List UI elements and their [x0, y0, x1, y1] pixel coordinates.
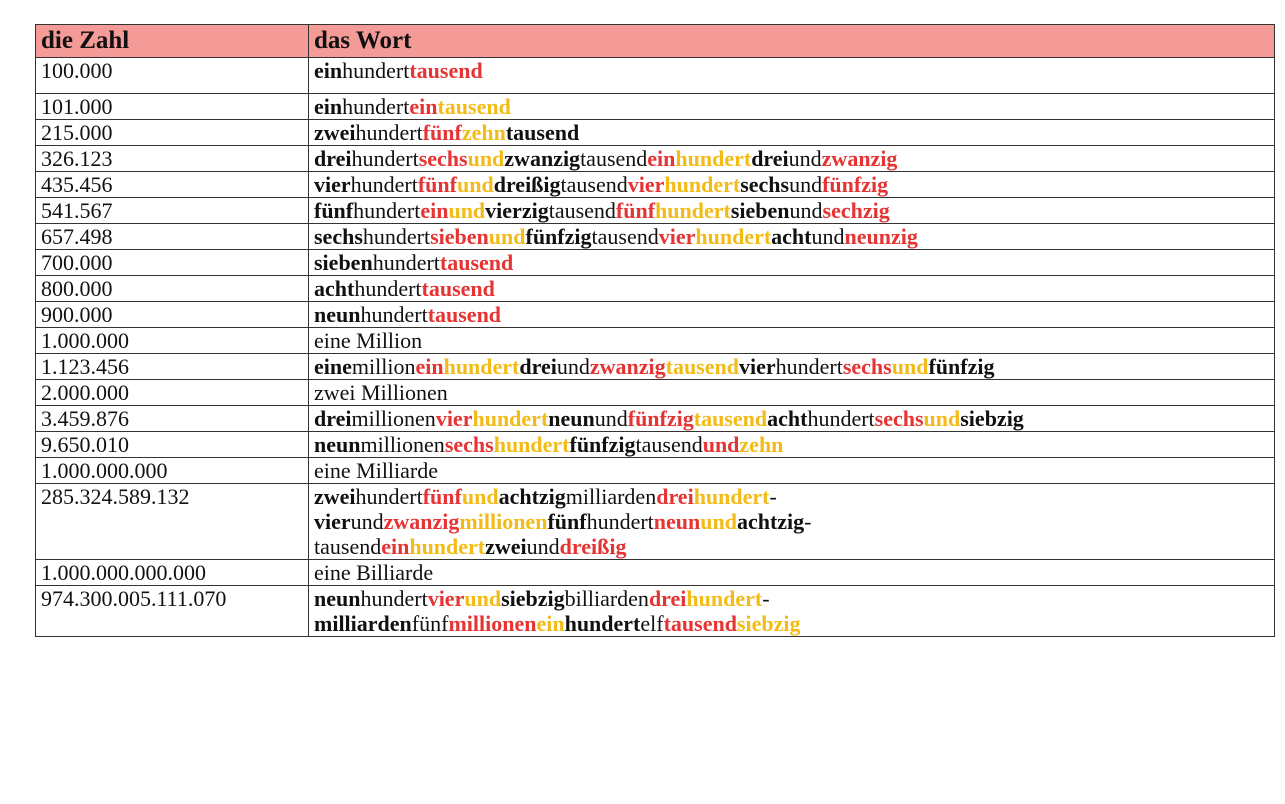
- word-segment: neun: [314, 302, 361, 327]
- wort-line: [314, 198, 1269, 223]
- word-segment: sechs: [874, 406, 924, 431]
- word-segment: und: [526, 534, 560, 559]
- word-segment: neunzig: [844, 224, 918, 249]
- word-segment: fünf: [417, 172, 457, 197]
- word-segment: ein: [314, 58, 343, 83]
- word-segment: tausend: [663, 611, 737, 636]
- wort-line: [314, 406, 1269, 431]
- table-row: [36, 380, 1275, 406]
- wort-line: [314, 484, 1269, 509]
- word-segment: acht: [314, 276, 355, 301]
- header-zahl: die Zahl: [36, 25, 309, 58]
- word-segment: eine: [314, 354, 352, 379]
- zahl-cell: 1.000.000: [36, 328, 309, 354]
- table-row: [36, 432, 1275, 458]
- word-segment: vier: [435, 406, 473, 431]
- wort-line: [314, 120, 1269, 145]
- word-segment: hundert: [655, 198, 731, 223]
- wort-cell: [309, 120, 1275, 146]
- table-row: [36, 406, 1275, 432]
- word-segment: ein: [381, 534, 410, 559]
- word-segment: und: [464, 586, 502, 611]
- word-segment: vier: [658, 224, 696, 249]
- word-segment: vierzig: [485, 198, 549, 223]
- word-segment: hundert: [360, 586, 428, 611]
- word-segment: fünf: [314, 198, 354, 223]
- zahl-cell: 657.498: [36, 224, 309, 250]
- word-segment: und: [350, 509, 384, 534]
- word-segment: milliarden: [314, 611, 412, 636]
- word-segment: und: [923, 406, 961, 431]
- wort-cell: [309, 58, 1275, 94]
- word-segment: dreißig: [559, 534, 627, 559]
- wort-line: [314, 172, 1269, 197]
- word-segment: vier: [314, 509, 351, 534]
- word-segment: zwei: [314, 120, 356, 145]
- word-segment: eine Million: [314, 328, 423, 353]
- zahl-cell: 2.000.000: [36, 380, 309, 406]
- table-row: [36, 224, 1275, 250]
- word-segment: sechs: [842, 354, 892, 379]
- word-segment: zehn: [461, 120, 506, 145]
- zahl-cell: 1.000.000.000.000: [36, 560, 309, 586]
- word-segment: siebzig: [736, 611, 801, 636]
- word-segment: tausend: [665, 354, 739, 379]
- word-segment: hundert: [664, 172, 741, 197]
- zahl-cell: 9.650.010: [36, 432, 309, 458]
- word-segment: zwanzig: [383, 509, 460, 534]
- table-row: [36, 458, 1275, 484]
- word-segment: tausend: [591, 224, 659, 249]
- word-segment: -: [762, 586, 770, 611]
- word-segment: vier: [314, 172, 351, 197]
- word-segment: neun: [314, 586, 361, 611]
- word-segment: ein: [536, 611, 565, 636]
- word-segment: tausend: [427, 302, 502, 327]
- word-segment: drei: [751, 146, 789, 171]
- wort-line: [314, 380, 1269, 405]
- word-segment: tausend: [548, 198, 616, 223]
- header-row: [36, 25, 1275, 58]
- word-segment: -: [769, 484, 777, 509]
- word-segment: millionen: [360, 432, 445, 457]
- word-segment: und: [891, 354, 929, 379]
- wort-line: [314, 586, 1269, 611]
- wort-cell: [309, 458, 1275, 484]
- word-segment: sieben: [730, 198, 790, 223]
- word-segment: tausend: [505, 120, 580, 145]
- zahl-cell: 700.000: [36, 250, 309, 276]
- word-segment: hundert: [409, 534, 486, 559]
- word-segment: sechzig: [822, 198, 890, 223]
- word-segment: und: [456, 172, 494, 197]
- wort-line: [314, 354, 1269, 379]
- word-segment: hundert: [355, 120, 423, 145]
- word-segment: drei: [519, 354, 557, 379]
- word-segment: und: [811, 224, 845, 249]
- word-segment: hundert: [360, 302, 428, 327]
- table-row: [36, 94, 1275, 120]
- word-segment: tausend: [314, 534, 382, 559]
- word-segment: tausend: [409, 58, 483, 83]
- zahl-cell: 101.000: [36, 94, 309, 120]
- wort-cell: [309, 172, 1275, 198]
- word-segment: und: [789, 198, 823, 223]
- word-segment: drei: [314, 406, 352, 431]
- word-segment: und: [594, 406, 628, 431]
- word-segment: fünfzig: [928, 354, 995, 379]
- word-segment: zwanzig: [589, 354, 666, 379]
- word-segment: und: [461, 484, 499, 509]
- word-segment: hundert: [355, 484, 423, 509]
- word-segment: ein: [420, 198, 449, 223]
- word-segment: tausend: [635, 432, 703, 457]
- wort-line: [314, 58, 1269, 83]
- wort-line: [314, 302, 1269, 327]
- word-segment: zwei Millionen: [314, 380, 448, 405]
- word-segment: zwanzig: [821, 146, 898, 171]
- word-segment: -: [804, 509, 812, 534]
- zahl-cell: 100.000: [36, 58, 309, 94]
- word-segment: million: [351, 354, 416, 379]
- wort-cell: [309, 560, 1275, 586]
- word-segment: hundert: [807, 406, 875, 431]
- word-segment: eine Milliarde: [314, 458, 439, 483]
- word-segment: und: [467, 146, 505, 171]
- table-row: [36, 586, 1275, 637]
- cell-spacer: [314, 83, 1269, 93]
- table-row: [36, 58, 1275, 94]
- table-row: [36, 276, 1275, 302]
- word-segment: achtzig: [498, 484, 566, 509]
- word-segment: sechs: [314, 224, 363, 249]
- table-row: [36, 302, 1275, 328]
- word-segment: und: [488, 224, 526, 249]
- table-row: [36, 120, 1275, 146]
- wort-line: [314, 94, 1269, 119]
- word-segment: fünf: [547, 509, 587, 534]
- word-segment: fünf: [422, 120, 462, 145]
- wort-line: [314, 611, 1269, 636]
- wort-cell: [309, 146, 1275, 172]
- word-segment: neun: [653, 509, 701, 534]
- word-segment: ein: [415, 354, 444, 379]
- zahl-cell: 900.000: [36, 302, 309, 328]
- zahl-cell: 285.324.589.132: [36, 484, 309, 560]
- word-segment: siebzig: [501, 586, 565, 611]
- word-segment: millionen: [448, 611, 537, 636]
- word-segment: hundert: [353, 198, 421, 223]
- zahl-cell: 541.567: [36, 198, 309, 224]
- word-segment: tausend: [560, 172, 628, 197]
- table-row: [36, 198, 1275, 224]
- word-segment: sieben: [430, 224, 489, 249]
- wort-cell: [309, 406, 1275, 432]
- header-wort: das Wort: [309, 25, 1275, 58]
- word-segment: hundert: [686, 586, 763, 611]
- word-segment: millionen: [351, 406, 436, 431]
- word-segment: hundert: [675, 146, 752, 171]
- table-row: [36, 328, 1275, 354]
- word-segment: sechs: [740, 172, 790, 197]
- word-segment: billiarden: [564, 586, 649, 611]
- table-row: [36, 146, 1275, 172]
- word-segment: hundert: [493, 432, 570, 457]
- zahl-cell: 800.000: [36, 276, 309, 302]
- word-segment: hundert: [372, 250, 440, 275]
- wort-line: [314, 560, 1269, 585]
- word-segment: vier: [427, 586, 465, 611]
- wort-cell: [309, 586, 1275, 637]
- word-segment: tausend: [693, 406, 768, 431]
- wort-line: [314, 276, 1269, 301]
- word-segment: acht: [767, 406, 808, 431]
- word-segment: hundert: [443, 354, 520, 379]
- word-segment: fünfzig: [822, 172, 889, 197]
- word-segment: zwei: [485, 534, 527, 559]
- zahl-cell: 3.459.876: [36, 406, 309, 432]
- wort-line: [314, 458, 1269, 483]
- word-segment: hundert: [693, 484, 770, 509]
- word-segment: und: [556, 354, 590, 379]
- word-segment: und: [448, 198, 486, 223]
- wort-cell: [309, 302, 1275, 328]
- word-segment: sechs: [444, 432, 494, 457]
- wort-cell: [309, 198, 1275, 224]
- wort-cell: [309, 354, 1275, 380]
- word-segment: achtzig: [736, 509, 805, 534]
- word-segment: hundert: [775, 354, 843, 379]
- table-row: [36, 172, 1275, 198]
- wort-line: [314, 146, 1269, 171]
- wort-line: [314, 432, 1269, 457]
- word-segment: drei: [314, 146, 352, 171]
- word-segment: tausend: [437, 94, 511, 119]
- word-segment: hundert: [695, 224, 772, 249]
- zahl-cell: 974.300.005.111.070: [36, 586, 309, 637]
- word-segment: fünf: [411, 611, 449, 636]
- wort-cell: [309, 224, 1275, 250]
- word-segment: fünfzig: [525, 224, 592, 249]
- word-segment: vier: [627, 172, 665, 197]
- word-segment: elf: [640, 611, 664, 636]
- table-row: [36, 484, 1275, 560]
- wort-cell: [309, 380, 1275, 406]
- word-segment: hundert: [472, 406, 549, 431]
- word-segment: sieben: [314, 250, 373, 275]
- word-segment: ein: [409, 94, 438, 119]
- word-segment: vier: [738, 354, 776, 379]
- wort-line: [314, 250, 1269, 275]
- table-row: [36, 354, 1275, 380]
- word-segment: hundert: [350, 172, 418, 197]
- word-segment: fünfzig: [569, 432, 636, 457]
- word-segment: fünf: [615, 198, 656, 223]
- word-segment: tausend: [580, 146, 648, 171]
- wort-cell: [309, 276, 1275, 302]
- zahl-cell: 215.000: [36, 120, 309, 146]
- word-segment: tausend: [439, 250, 514, 275]
- word-segment: drei: [656, 484, 694, 509]
- word-segment: zehn: [739, 432, 784, 457]
- word-segment: hundert: [564, 611, 641, 636]
- wort-cell: [309, 94, 1275, 120]
- wort-cell: [309, 484, 1275, 560]
- word-segment: acht: [771, 224, 812, 249]
- table-row: [36, 250, 1275, 276]
- wort-line: [314, 328, 1269, 353]
- word-segment: dreißig: [493, 172, 561, 197]
- zahl-cell: 1.123.456: [36, 354, 309, 380]
- word-segment: hundert: [354, 276, 422, 301]
- word-segment: siebzig: [960, 406, 1024, 431]
- word-segment: eine Billiarde: [314, 560, 434, 585]
- word-segment: neun: [548, 406, 595, 431]
- zahl-cell: 435.456: [36, 172, 309, 198]
- wort-cell: [309, 432, 1275, 458]
- word-segment: und: [788, 146, 822, 171]
- zahl-cell: 1.000.000.000: [36, 458, 309, 484]
- word-segment: tausend: [421, 276, 495, 301]
- wort-line: [314, 509, 1269, 534]
- wort-cell: [309, 250, 1275, 276]
- word-segment: millionen: [459, 509, 548, 534]
- wort-cell: [309, 328, 1275, 354]
- word-segment: ein: [314, 94, 343, 119]
- table-body: [36, 58, 1275, 637]
- number-words-table: [35, 24, 1275, 637]
- word-segment: hundert: [342, 58, 410, 83]
- wort-line: [314, 224, 1269, 249]
- word-segment: und: [789, 172, 823, 197]
- zahl-cell: 326.123: [36, 146, 309, 172]
- word-segment: und: [700, 509, 737, 534]
- word-segment: fünf: [422, 484, 462, 509]
- word-segment: hundert: [342, 94, 410, 119]
- word-segment: zwei: [314, 484, 356, 509]
- word-segment: und: [702, 432, 740, 457]
- word-segment: zwanzig: [504, 146, 581, 171]
- word-segment: sechs: [418, 146, 468, 171]
- word-segment: milliarden: [565, 484, 657, 509]
- table-row: [36, 560, 1275, 586]
- word-segment: fünfzig: [627, 406, 694, 431]
- word-segment: drei: [648, 586, 687, 611]
- word-segment: hundert: [362, 224, 431, 249]
- word-segment: neun: [314, 432, 361, 457]
- word-segment: hundert: [351, 146, 419, 171]
- wort-line: [314, 534, 1269, 559]
- word-segment: ein: [647, 146, 676, 171]
- word-segment: hundert: [586, 509, 654, 534]
